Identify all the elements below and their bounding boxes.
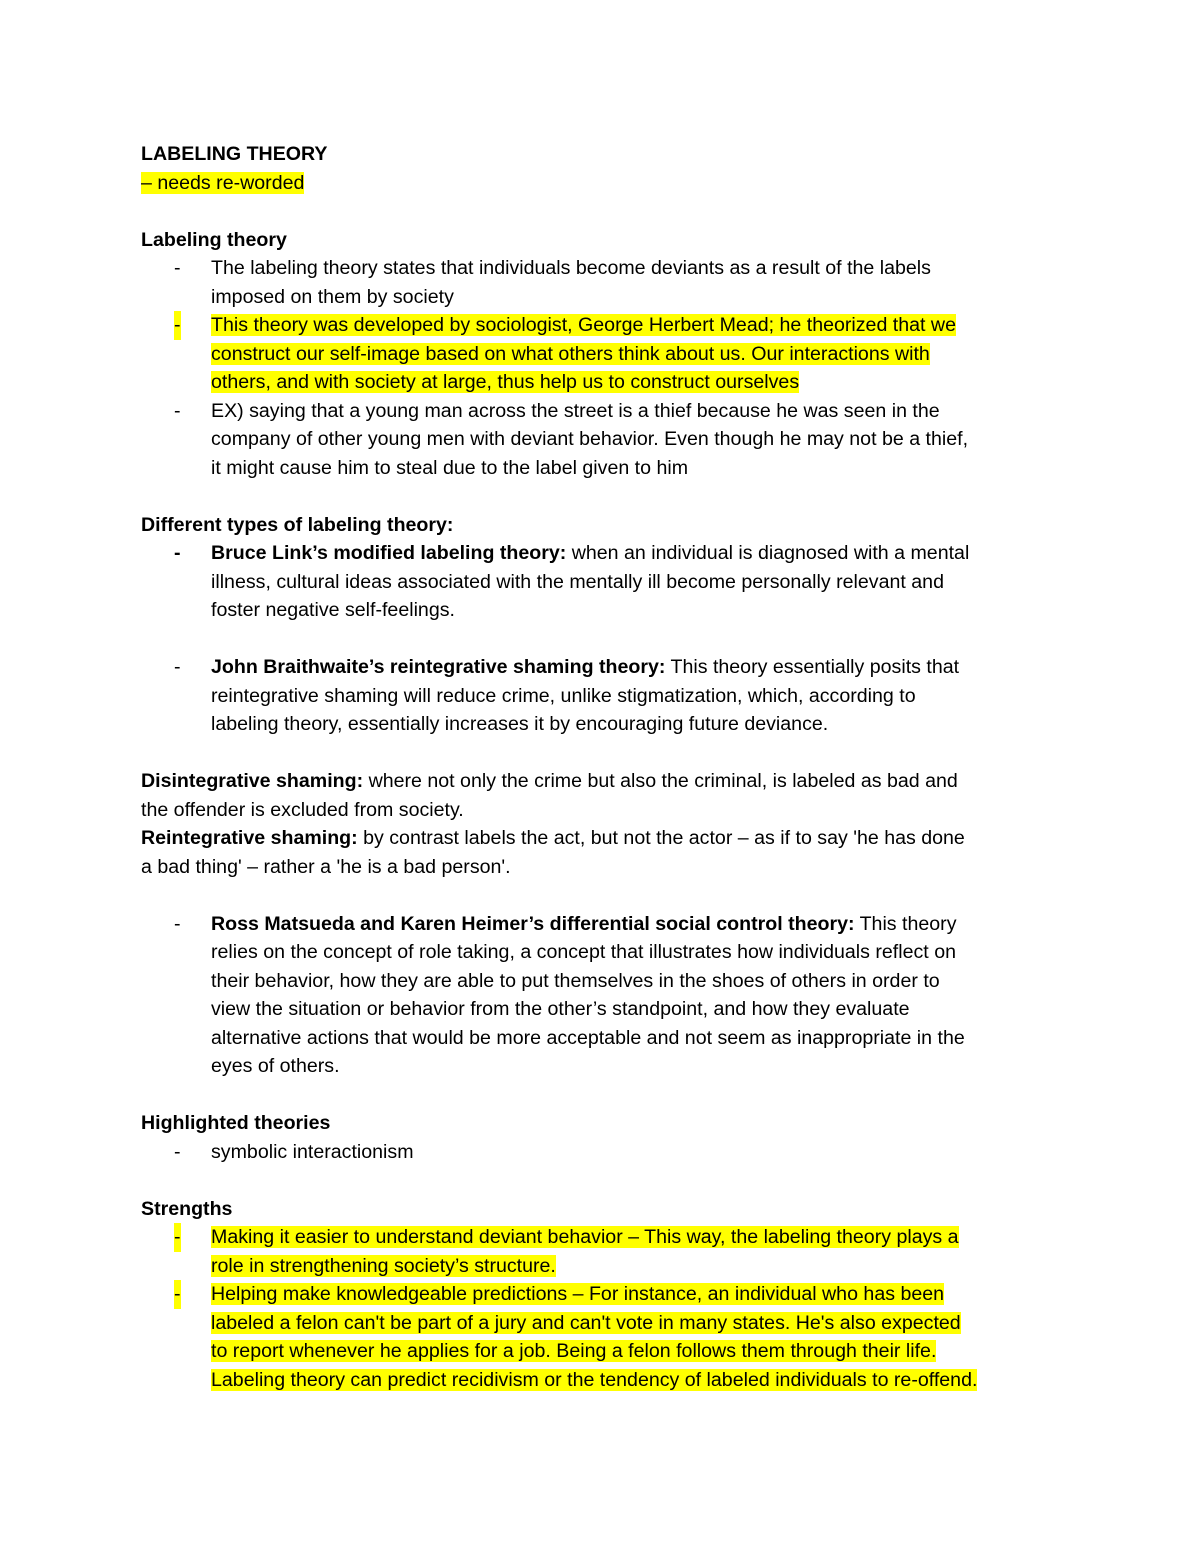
bullet-dash: - [174, 542, 181, 564]
bullet-dash: - [174, 1280, 181, 1309]
bullet-dash: - [174, 912, 181, 935]
list-item-braithwaite-theory [141, 653, 1061, 739]
theory-description: This theory [854, 912, 957, 935]
list-item-highlighted [141, 1223, 1061, 1280]
list-item-matsueda-theory [141, 910, 1061, 1081]
list-item-line: labeling theory, essentially increases it by encouraging future deviance. [211, 713, 829, 735]
list-item-line: Helping make knowledgeable predictions – For instance, an individual who has been [211, 1283, 945, 1305]
list-item-line: their behavior, how they are able to put themselves in the shoes of others in order to [211, 969, 940, 992]
definition-text: a bad thing' – rather a 'he is a bad person'. [141, 855, 511, 878]
section-heading-highlighted-theories: Highlighted theories [141, 1112, 331, 1134]
document-page [141, 140, 1061, 1394]
list-item-line: illness, cultural ideas associated with the mentally ill become personally relevant and [211, 570, 944, 593]
list-item-line: eyes of others. [211, 1055, 340, 1077]
theory-name: John Braithwaite’s reintegrative shaming theory: [211, 656, 666, 678]
list-item [141, 254, 1061, 311]
theory-description: This theory essentially posits that [665, 656, 960, 678]
list-item-line: EX) saying that a young man across the street is a thief because he was seen in the [211, 399, 940, 422]
theory-name: Bruce Link’s modified labeling theory: [211, 542, 567, 564]
bullet-dash: - [174, 311, 181, 340]
list-item-line: The labeling theory states that individuals become deviants as a result of the labels [211, 257, 931, 279]
list-item-line: construct our self-image based on what others think about us. Our interactions with [211, 342, 930, 365]
list-item-line: others, and with society at large, thus help us to construct ourselves [211, 371, 800, 393]
section-heading-labeling-theory: Labeling theory [141, 228, 287, 251]
list-item-line: company of other young men with deviant behavior. Even though he may not be a thief, [211, 428, 969, 450]
bullet-dash: - [174, 1140, 181, 1163]
term-reintegrative-shaming: Reintegrative shaming: [141, 827, 358, 849]
section-heading-types: Different types of labeling theory: [141, 513, 454, 536]
document-title: LABELING THEORY [141, 143, 328, 165]
list-item-line: foster negative self-feelings. [211, 599, 455, 621]
list-item [141, 1138, 1061, 1167]
theory-name: Ross Matsueda and Karen Heimer’s differential social control theory: [211, 912, 855, 935]
list-item-line: This theory was developed by sociologist, George Herbert Mead; he theorized that we [211, 314, 956, 336]
list-item-line: to report whenever he applies for a job. Being a felon follows them through their life. [211, 1340, 937, 1362]
term-disintegrative-shaming: Disintegrative shaming: [141, 770, 364, 792]
definition-text: by contrast labels the act, but not the actor – as if to say 'he has done [357, 827, 965, 849]
list-item-line: role in strengthening society’s structure. [211, 1254, 556, 1277]
list-item-highlighted [141, 1280, 1061, 1394]
bullet-dash: - [174, 656, 181, 678]
list-item-line: Labeling theory can predict recidivism or the tendency of labeled individuals to re-offend. [211, 1368, 978, 1391]
list-item-line: it might cause him to steal due to the label given to him [211, 456, 689, 479]
section-heading-strengths: Strengths [141, 1197, 233, 1220]
theory-description: when an individual is diagnosed with a mental [566, 542, 970, 564]
list-item-line: reintegrative shaming will reduce crime, unlike stigmatization, which, according to [211, 684, 916, 707]
definition-text: the offender is excluded from society. [141, 798, 464, 821]
list-item-highlighted [141, 311, 1061, 397]
bullet-dash: - [174, 1223, 181, 1252]
list-item [141, 397, 1061, 483]
bullet-dash: - [174, 399, 181, 422]
revision-note: – needs re-worded [141, 171, 305, 194]
bullet-dash: - [174, 257, 181, 279]
list-item-line: view the situation or behavior from the other’s standpoint, and how they evaluate [211, 998, 910, 1020]
list-item-line: Making it easier to understand deviant behavior – This way, the labeling theory plays a [211, 1226, 959, 1248]
list-item-line: imposed on them by society [211, 285, 454, 308]
list-item-line: relies on the concept of role taking, a concept that illustrates how individuals reflect on [211, 941, 956, 963]
list-item-line: labeled a felon can't be part of a jury and can't vote in many states. He's also expected [211, 1311, 961, 1334]
list-item-line: symbolic interactionism [211, 1140, 414, 1163]
list-item-line: alternative actions that would be more acceptable and not seem as inappropriate in the [211, 1026, 965, 1049]
definition-text: where not only the crime but also the criminal, is labeled as bad and [363, 770, 958, 792]
list-item-link-theory [141, 539, 1061, 625]
